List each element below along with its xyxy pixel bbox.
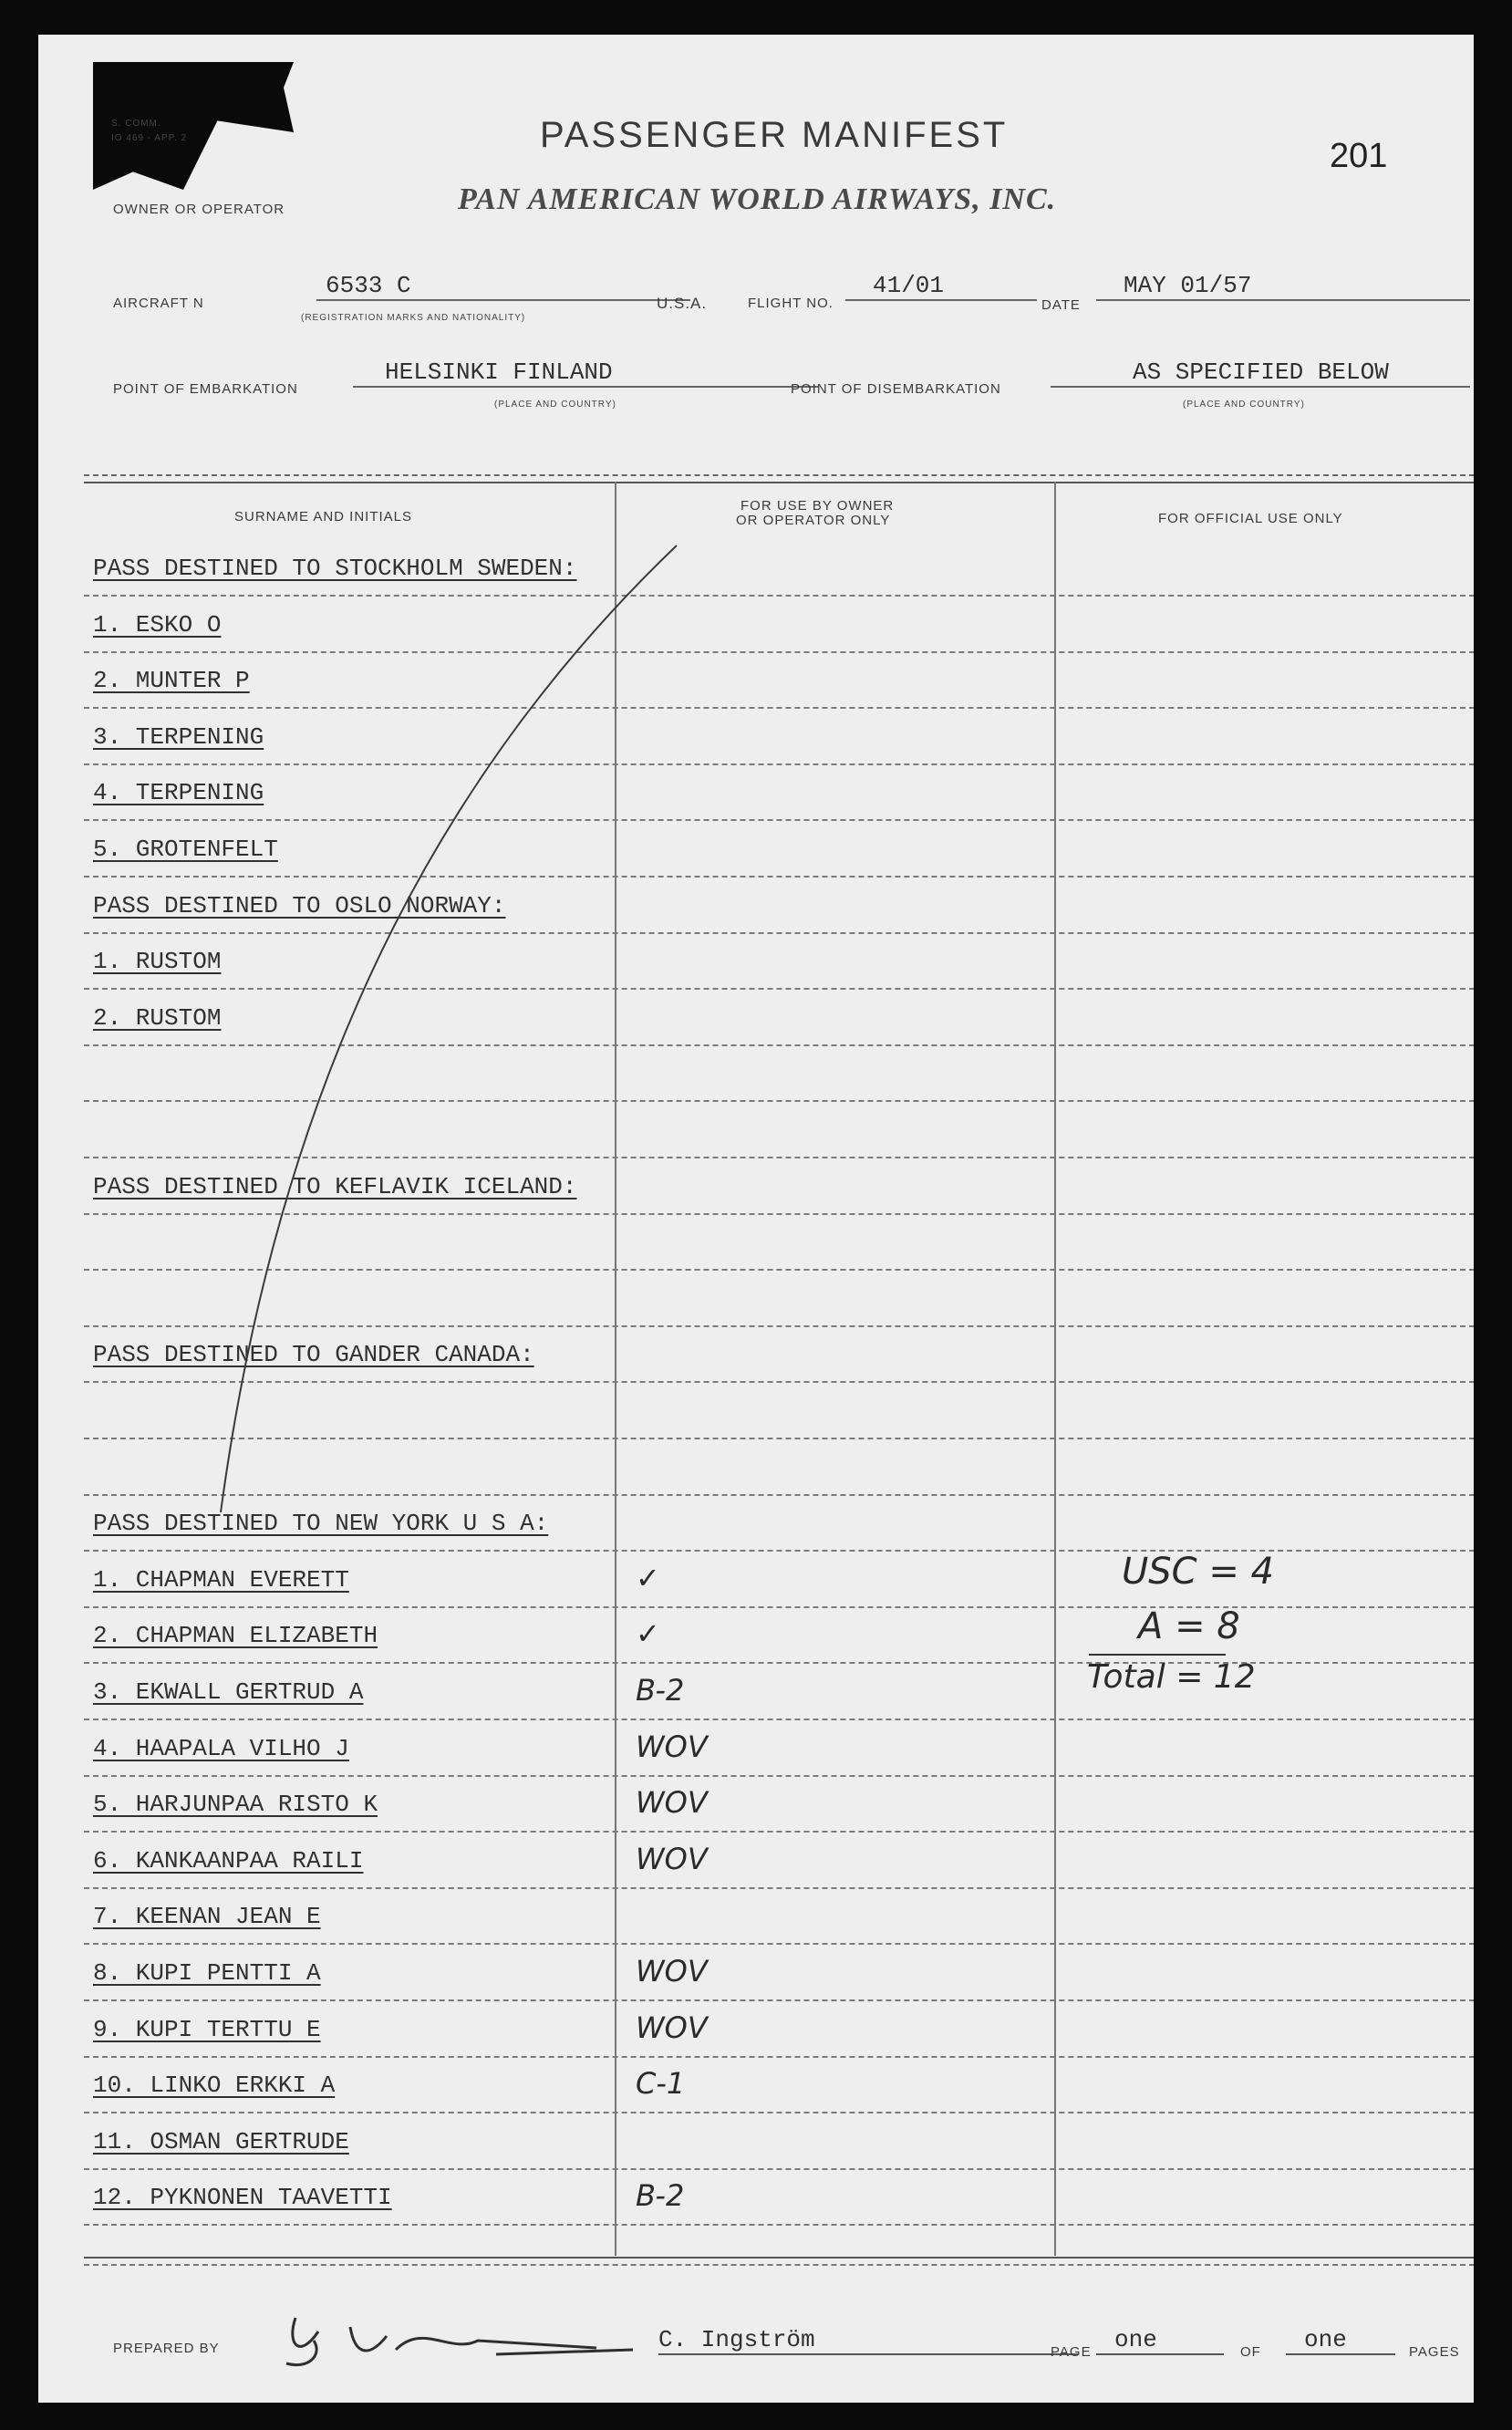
embark-value: HELSINKI FINLAND xyxy=(385,358,613,386)
of-value-field xyxy=(1286,2326,1395,2355)
aircraft-label: AIRCRAFT N xyxy=(113,296,204,311)
owner-mark: WOV xyxy=(636,1842,708,1876)
row-text: 2. RUSTOM xyxy=(93,1004,222,1032)
owner-mark: ✓ xyxy=(636,1616,660,1651)
owner-label: OWNER OR OPERATOR xyxy=(113,202,285,217)
row-text: 3. TERPENING xyxy=(93,723,264,751)
row-text: 1. RUSTOM xyxy=(93,948,222,975)
registration-caption: (REGISTRATION MARKS AND NATIONALITY) xyxy=(301,313,526,323)
row-text: 4. HAAPALA VILHO J xyxy=(93,1735,349,1762)
row-text: 4. TERPENING xyxy=(93,779,264,806)
form-ref-line1: S. COMM. xyxy=(111,119,161,129)
flight-label: FLIGHT NO. xyxy=(748,296,834,311)
operator-name: PAN AMERICAN WORLD AIRWAYS, INC. xyxy=(458,182,1057,216)
disembark-value: AS SPECIFIED BELOW xyxy=(1133,358,1389,386)
date-value: MAY 01/57 xyxy=(1124,272,1252,299)
col-header-official: FOR OFFICIAL USE ONLY xyxy=(1158,511,1343,526)
row-text: PASS DESTINED TO KEFLAVIK ICELAND: xyxy=(93,1173,577,1200)
owner-mark: B-2 xyxy=(636,2178,685,2213)
tally-rule xyxy=(1089,1654,1226,1656)
pages-label: PAGES xyxy=(1409,2344,1460,2360)
owner-mark: ✓ xyxy=(636,1561,660,1595)
row-text: PASS DESTINED TO OSLO NORWAY: xyxy=(93,892,506,919)
signature-mark xyxy=(268,2304,651,2377)
owner-mark: C-1 xyxy=(636,2066,686,2101)
row-text: PASS DESTINED TO STOCKHOLM SWEDEN: xyxy=(93,555,577,582)
disembark-caption: (PLACE AND COUNTRY) xyxy=(1183,400,1305,410)
row-text: PASS DESTINED TO NEW YORK U S A: xyxy=(93,1510,549,1537)
row-text: 9. KUPI TERTTU E xyxy=(93,2016,321,2043)
row-text: 1. CHAPMAN EVERETT xyxy=(93,1566,349,1594)
owner-mark: WOV xyxy=(636,2010,708,2045)
row-text: 1. ESKO O xyxy=(93,611,222,639)
page-number: 201 xyxy=(1330,137,1388,175)
row-text: 7. KEENAN JEAN E xyxy=(93,1903,321,1930)
page-value-field xyxy=(1096,2326,1224,2355)
owner-mark: WOV xyxy=(636,1729,708,1764)
disembark-label: POINT OF DISEMBARKATION xyxy=(791,381,1001,397)
aircraft-value: 6533 C xyxy=(326,272,411,299)
page-label: PAGE xyxy=(1051,2344,1092,2360)
row-text: PASS DESTINED TO GANDER CANADA: xyxy=(93,1341,534,1368)
row-text: 5. HARJUNPAA RISTO K xyxy=(93,1791,378,1818)
bottom-rule-1 xyxy=(84,2257,1474,2259)
of-label: OF xyxy=(1240,2344,1261,2360)
row-text: 2. CHAPMAN ELIZABETH xyxy=(93,1622,378,1649)
col-header-owner-2: OR OPERATOR ONLY xyxy=(736,513,891,528)
col-header-owner-1: FOR USE BY OWNER xyxy=(740,498,895,514)
page-title: PASSENGER MANIFEST xyxy=(540,115,1009,155)
owner-mark: WOV xyxy=(636,1785,708,1820)
usa-label: U.S.A. xyxy=(657,295,708,312)
row-text: 8. KUPI PENTTI A xyxy=(93,1959,321,1987)
prepared-name: C. Ingström xyxy=(658,2326,815,2353)
tally-usc: USC = 4 xyxy=(1122,1551,1274,1593)
embark-caption: (PLACE AND COUNTRY) xyxy=(494,400,616,410)
manifest-sheet xyxy=(38,35,1474,2403)
row-text: 3. EKWALL GERTRUD A xyxy=(93,1678,364,1706)
form-ref-line2: IO 469 - APP. 2 xyxy=(111,133,188,143)
date-label: DATE xyxy=(1041,297,1081,313)
tally-a: A = 8 xyxy=(1138,1605,1240,1647)
owner-mark: B-2 xyxy=(636,1673,685,1708)
of-value: one xyxy=(1304,2326,1347,2353)
row-text: 2. MUNTER P xyxy=(93,667,250,694)
strike-stroke xyxy=(38,35,1474,2403)
row-text: 6. KANKAANPAA RAILI xyxy=(93,1847,364,1874)
tally-total: Total = 12 xyxy=(1087,1658,1256,1696)
page-value: one xyxy=(1114,2326,1157,2353)
prepared-name-field xyxy=(658,2326,1078,2355)
row-text: 10. LINKO ERKKI A xyxy=(93,2072,336,2099)
owner-mark: WOV xyxy=(636,1954,708,1989)
bottom-rule-2 xyxy=(84,2264,1474,2266)
flight-value: 41/01 xyxy=(873,272,945,299)
col-header-surname: SURNAME AND INITIALS xyxy=(234,509,413,524)
row-text: 5. GROTENFELT xyxy=(93,836,278,863)
prepared-label: PREPARED BY xyxy=(113,2341,220,2356)
row-text: 11. OSMAN GERTRUDE xyxy=(93,2128,349,2155)
embark-label: POINT OF EMBARKATION xyxy=(113,381,298,397)
row-text: 12. PYKNONEN TAAVETTI xyxy=(93,2184,392,2211)
